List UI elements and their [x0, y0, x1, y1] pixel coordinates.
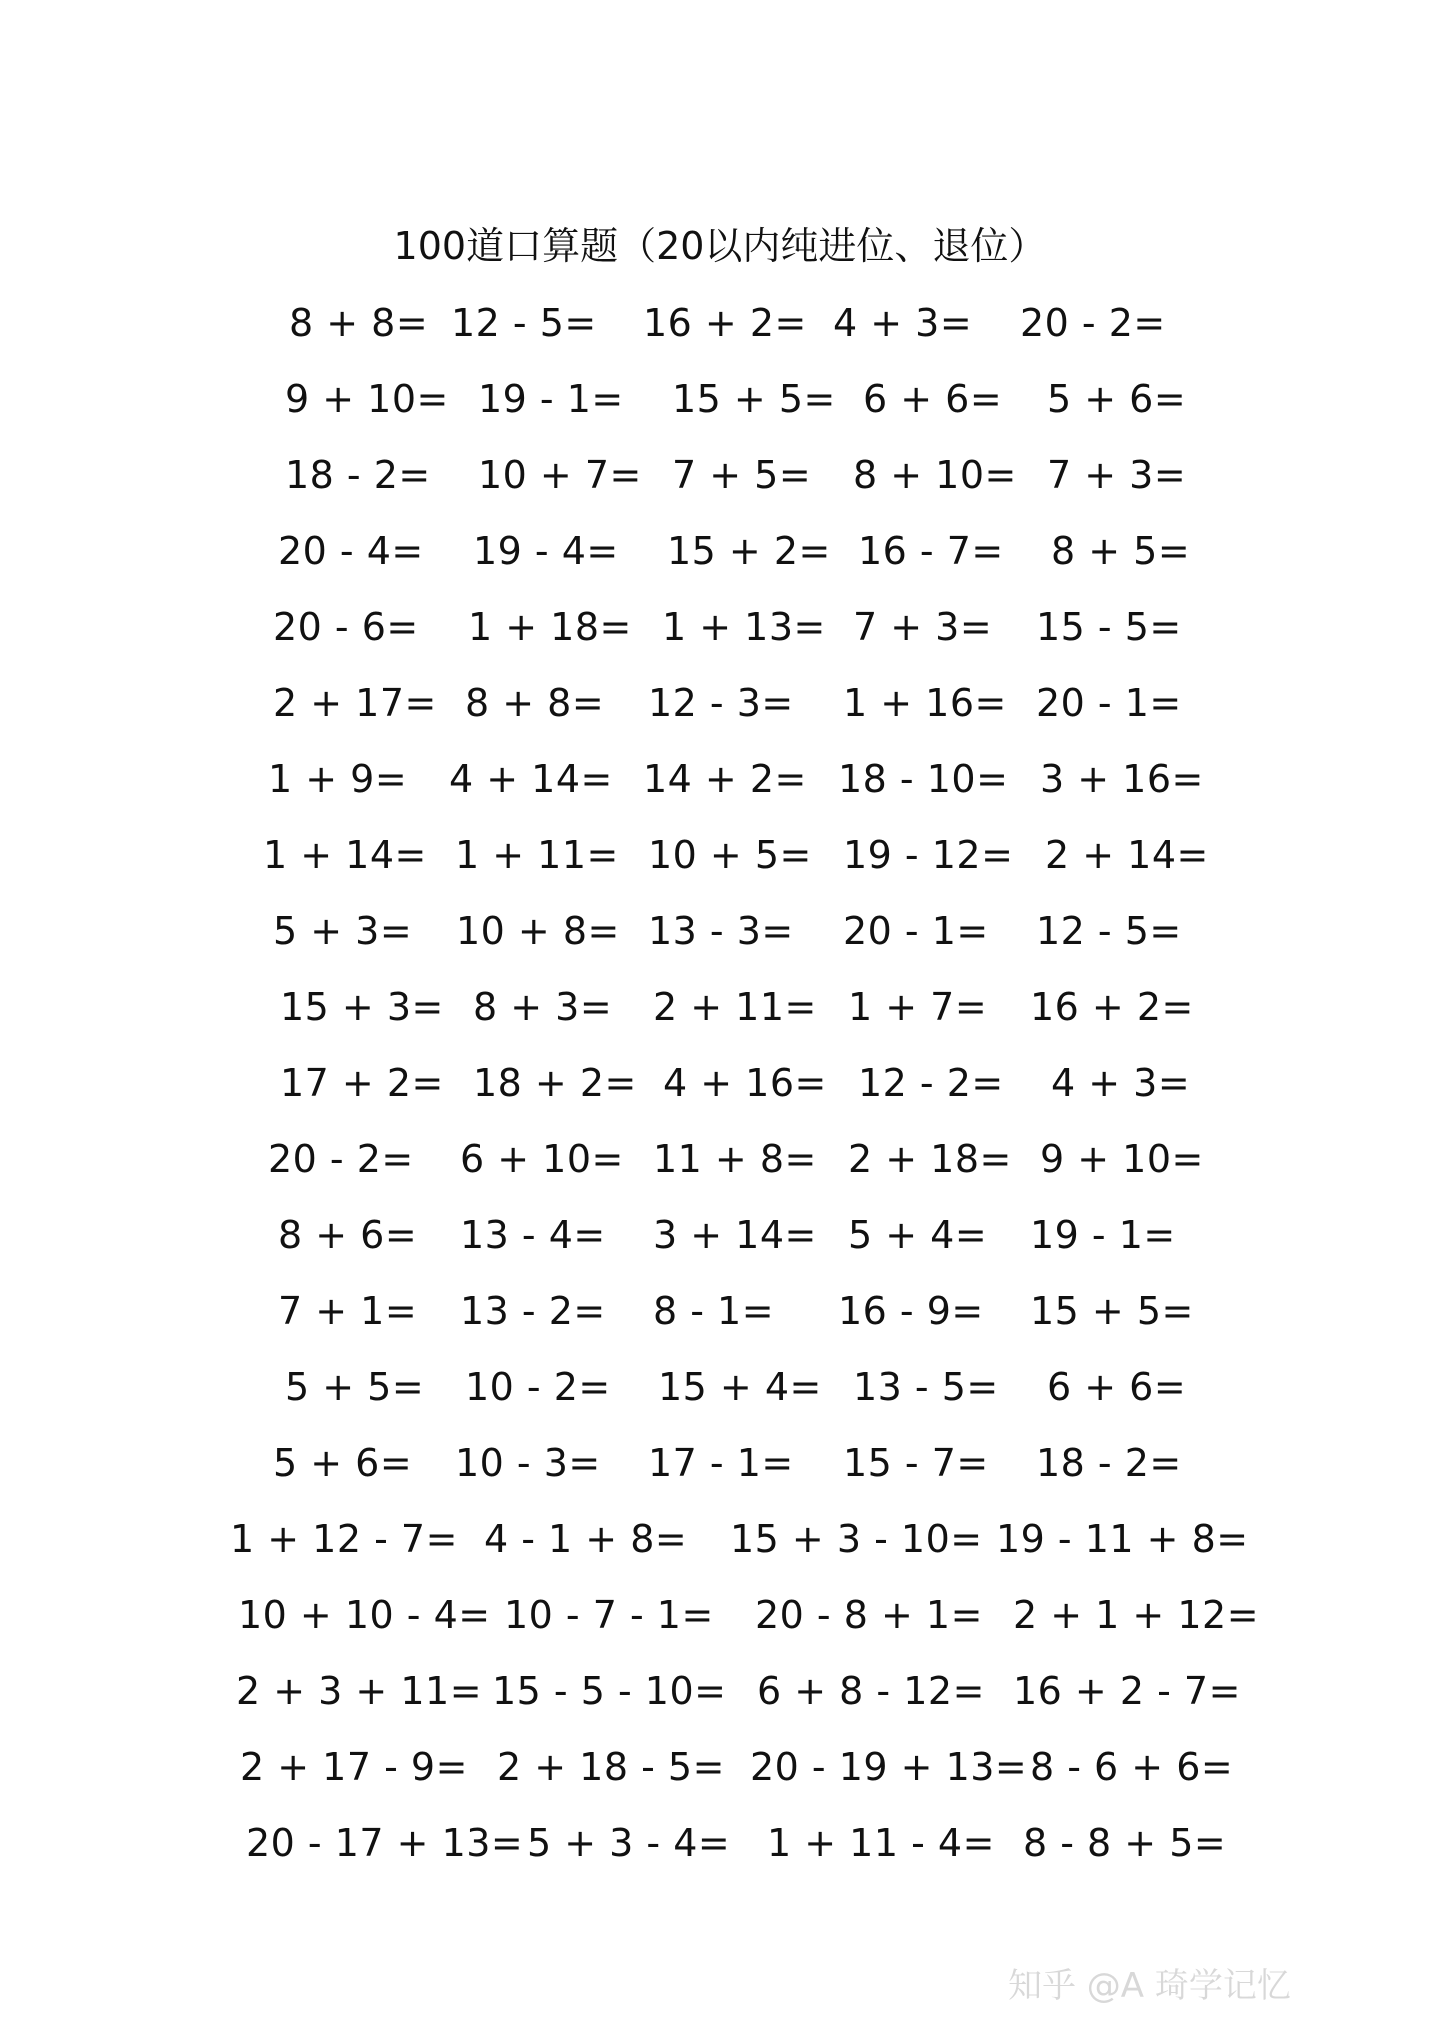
- math-problem: 11 + 8=: [653, 1137, 817, 1181]
- math-problem: 20 - 1=: [1036, 681, 1182, 725]
- problem-row: [0, 1740, 1440, 1816]
- page-title: 100道口算题（20以内纯进位、退位）: [393, 224, 1047, 268]
- math-problem: 7 + 5=: [672, 453, 812, 497]
- problem-sheet: [0, 296, 1440, 1892]
- math-problem: 1 + 16=: [843, 681, 1007, 725]
- math-problem: 2 + 18=: [848, 1137, 1012, 1181]
- math-problem: 1 + 7=: [848, 985, 988, 1029]
- math-problem: 18 - 2=: [285, 453, 431, 497]
- math-problem: 8 + 8=: [465, 681, 605, 725]
- math-problem: 8 + 8=: [289, 301, 429, 345]
- math-problem: 17 - 1=: [648, 1441, 794, 1485]
- math-problem: 2 + 1 + 12=: [1013, 1593, 1260, 1637]
- math-problem: 15 + 5=: [672, 377, 836, 421]
- math-problem: 7 + 1=: [278, 1289, 418, 1333]
- problem-row: [0, 676, 1440, 752]
- math-problem: 8 - 8 + 5=: [1023, 1821, 1227, 1865]
- math-problem: 1 + 11=: [455, 833, 619, 877]
- math-problem: 12 - 3=: [648, 681, 794, 725]
- math-problem: 8 - 6 + 6=: [1030, 1745, 1234, 1789]
- math-problem: 10 + 8=: [456, 909, 620, 953]
- problem-row: [0, 1512, 1440, 1588]
- math-problem: 15 - 5 - 10=: [492, 1669, 727, 1713]
- math-problem: 15 - 7=: [843, 1441, 989, 1485]
- math-problem: 8 - 1=: [653, 1289, 775, 1333]
- problem-row: [0, 980, 1440, 1056]
- math-problem: 9 + 10=: [285, 377, 449, 421]
- math-problem: 20 - 1=: [843, 909, 989, 953]
- math-problem: 3 + 16=: [1040, 757, 1204, 801]
- math-problem: 4 - 1 + 8=: [484, 1517, 688, 1561]
- math-problem: 7 + 3=: [853, 605, 993, 649]
- math-problem: 8 + 6=: [278, 1213, 418, 1257]
- math-problem: 10 + 10 - 4=: [238, 1593, 491, 1637]
- math-problem: 20 - 2=: [1020, 301, 1166, 345]
- math-problem: 18 - 10=: [838, 757, 1009, 801]
- problem-row: [0, 1208, 1440, 1284]
- math-problem: 8 + 3=: [473, 985, 613, 1029]
- math-problem: 15 - 5=: [1036, 605, 1182, 649]
- math-problem: 2 + 18 - 5=: [497, 1745, 725, 1789]
- math-problem: 6 + 6=: [863, 377, 1003, 421]
- math-problem: 17 + 2=: [280, 1061, 444, 1105]
- math-problem: 12 - 2=: [858, 1061, 1004, 1105]
- math-problem: 10 + 7=: [478, 453, 642, 497]
- math-problem: 4 + 3=: [833, 301, 973, 345]
- math-problem: 18 + 2=: [473, 1061, 637, 1105]
- math-problem: 9 + 10=: [1040, 1137, 1204, 1181]
- problem-row: [0, 1664, 1440, 1740]
- math-problem: 10 - 2=: [465, 1365, 611, 1409]
- math-problem: 1 + 13=: [662, 605, 826, 649]
- problem-row: [0, 1816, 1440, 1892]
- math-problem: 2 + 3 + 11=: [236, 1669, 483, 1713]
- math-problem: 4 + 14=: [449, 757, 613, 801]
- math-problem: 5 + 4=: [848, 1213, 988, 1257]
- problem-row: [0, 524, 1440, 600]
- math-problem: 18 - 2=: [1036, 1441, 1182, 1485]
- math-problem: 19 - 11 + 8=: [996, 1517, 1249, 1561]
- math-problem: 20 - 4=: [278, 529, 424, 573]
- math-problem: 15 + 3 - 10=: [730, 1517, 983, 1561]
- math-problem: 5 + 5=: [285, 1365, 425, 1409]
- math-problem: 4 + 3=: [1051, 1061, 1191, 1105]
- math-problem: 15 + 2=: [667, 529, 831, 573]
- math-problem: 6 + 10=: [460, 1137, 624, 1181]
- math-problem: 5 + 3 - 4=: [527, 1821, 731, 1865]
- math-problem: 8 + 5=: [1051, 529, 1191, 573]
- math-problem: 20 - 17 + 13=: [246, 1821, 524, 1865]
- math-problem: 7 + 3=: [1047, 453, 1187, 497]
- math-problem: 15 + 4=: [658, 1365, 822, 1409]
- math-problem: 14 + 2=: [643, 757, 807, 801]
- problem-row: [0, 752, 1440, 828]
- math-problem: 16 - 9=: [838, 1289, 984, 1333]
- math-problem: 8 + 10=: [853, 453, 1017, 497]
- problem-row: [0, 372, 1440, 448]
- problem-row: [0, 1360, 1440, 1436]
- math-problem: 15 + 3=: [280, 985, 444, 1029]
- math-problem: 2 + 14=: [1045, 833, 1209, 877]
- math-problem: 1 + 9=: [268, 757, 408, 801]
- math-problem: 16 + 2=: [1030, 985, 1194, 1029]
- math-problem: 12 - 5=: [1036, 909, 1182, 953]
- math-problem: 19 - 12=: [843, 833, 1014, 877]
- math-problem: 6 + 6=: [1047, 1365, 1187, 1409]
- watermark: 知乎 @A 琦学记忆: [1008, 1966, 1291, 2006]
- math-problem: 3 + 14=: [653, 1213, 817, 1257]
- math-problem: 16 + 2 - 7=: [1013, 1669, 1241, 1713]
- problem-row: [0, 296, 1440, 372]
- math-problem: 13 - 4=: [460, 1213, 606, 1257]
- math-problem: 5 + 3=: [273, 909, 413, 953]
- math-problem: 10 - 7 - 1=: [504, 1593, 714, 1637]
- math-problem: 13 - 2=: [460, 1289, 606, 1333]
- problem-row: [0, 1284, 1440, 1360]
- math-problem: 2 + 17=: [273, 681, 437, 725]
- problem-row: [0, 1056, 1440, 1132]
- math-problem: 13 - 3=: [648, 909, 794, 953]
- problem-row: [0, 600, 1440, 676]
- math-problem: 16 - 7=: [858, 529, 1004, 573]
- math-problem: 5 + 6=: [273, 1441, 413, 1485]
- math-problem: 1 + 11 - 4=: [767, 1821, 995, 1865]
- math-problem: 10 + 5=: [648, 833, 812, 877]
- math-problem: 10 - 3=: [455, 1441, 601, 1485]
- problem-row: [0, 1588, 1440, 1664]
- problem-row: [0, 828, 1440, 904]
- math-problem: 1 + 14=: [263, 833, 427, 877]
- math-problem: 19 - 1=: [478, 377, 624, 421]
- math-problem: 1 + 12 - 7=: [230, 1517, 458, 1561]
- math-problem: 20 - 8 + 1=: [755, 1593, 983, 1637]
- math-problem: 5 + 6=: [1047, 377, 1187, 421]
- problem-row: [0, 904, 1440, 980]
- math-problem: 6 + 8 - 12=: [757, 1669, 985, 1713]
- math-problem: 4 + 16=: [663, 1061, 827, 1105]
- problem-row: [0, 1132, 1440, 1208]
- math-problem: 12 - 5=: [451, 301, 597, 345]
- math-problem: 19 - 4=: [473, 529, 619, 573]
- problem-row: [0, 448, 1440, 524]
- math-problem: 20 - 19 + 13=: [750, 1745, 1028, 1789]
- math-problem: 2 + 11=: [653, 985, 817, 1029]
- math-problem: 20 - 6=: [273, 605, 419, 649]
- math-problem: 19 - 1=: [1030, 1213, 1176, 1257]
- math-problem: 13 - 5=: [853, 1365, 999, 1409]
- math-problem: 15 + 5=: [1030, 1289, 1194, 1333]
- math-problem: 16 + 2=: [643, 301, 807, 345]
- math-problem: 1 + 18=: [468, 605, 632, 649]
- math-problem: 20 - 2=: [268, 1137, 414, 1181]
- math-problem: 2 + 17 - 9=: [240, 1745, 468, 1789]
- problem-row: [0, 1436, 1440, 1512]
